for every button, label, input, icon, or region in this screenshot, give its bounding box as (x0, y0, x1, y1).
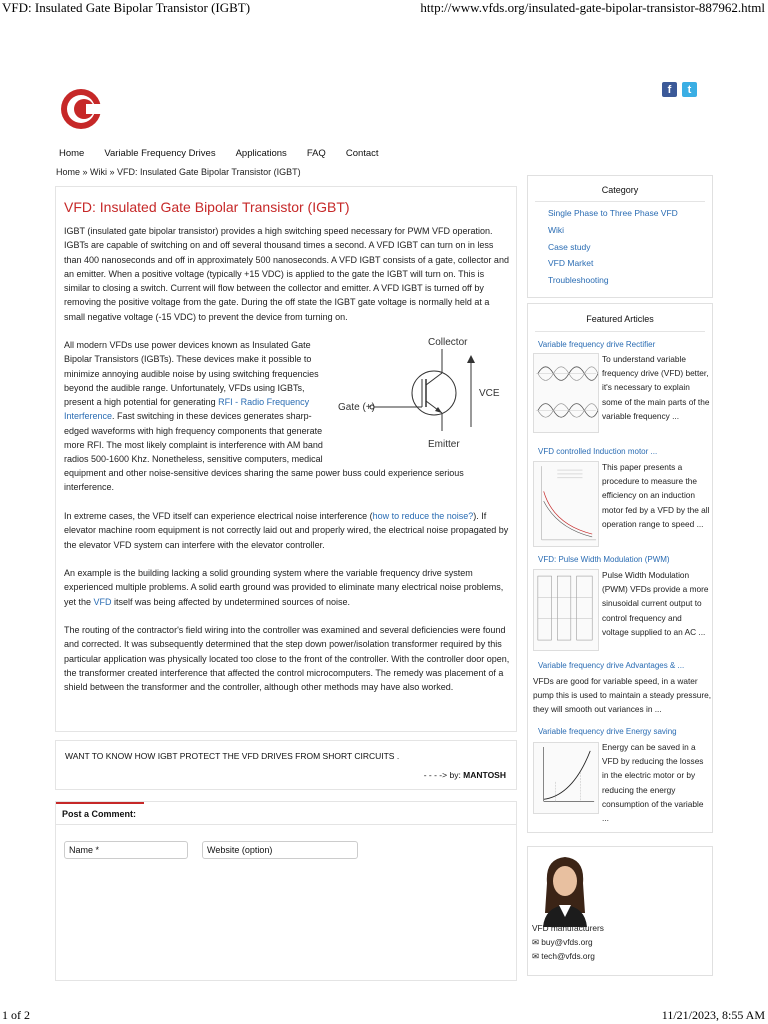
featured-title: Featured Articles (586, 314, 654, 324)
nav-applications[interactable]: Applications (235, 148, 287, 159)
print-header (0, 0, 768, 16)
nav-home[interactable]: Home (59, 148, 85, 159)
featured-article-title-3[interactable]: VFD: Pulse Width Modulation (PWM) (538, 555, 670, 564)
print-footer (0, 1008, 768, 1022)
twitter-icon[interactable]: t (682, 82, 697, 97)
rfi-link[interactable]: RFI - Radio Frequency Interference (64, 397, 310, 422)
print-page-number: 1 of 2 (2, 1008, 30, 1022)
article-panel (55, 186, 517, 732)
breadcrumb[interactable]: Home » Wiki » VFD: Insulated Gate Bipolar Transistor (IGBT) (56, 167, 301, 177)
social-links (662, 82, 697, 97)
article-paragraph-2: All modern VFDs use power devices known as Insulated Gate Bipolar Transistors (IGBTs). These devices make it possible to minimize annoying audible noise by using switching frequencies beyond the audible range. Unfortunately, VFDs using IGBTs, present a high potential for generating RFI - Radio Frequency Interference. Fast switching in these devices generates sharp-edged waveforms with high frequency components that generate more RFI. The most likely complaint is interference with AM band radios 500-1600 Khz. Nonetheless, sensitive computers, medical (64, 340, 323, 465)
print-datetime: 11/21/2023, 8:55 AM (661, 1008, 765, 1022)
mail-icon: ✉ (532, 951, 539, 961)
pwm-diagram-image[interactable] (533, 569, 599, 651)
figure-gate-label: Gate (+) (338, 402, 375, 413)
print-title: VFD: Insulated Gate Bipolar Transistor (IGBT) (2, 0, 251, 15)
nav-contact[interactable]: Contact (345, 148, 379, 159)
article-paragraph-1: IGBT (insulated gate bipolar transistor) provides a high switching speed necessary for PWM VFD operation. IGBTs are capable of switching on and off several thousand times a second. A VFD IGBT can turn on in less than 400 nanoseconds and off in approximately 500 nanoseconds. A VFD IGBT consists of a gate, collector and an emitter. When a positive voltage (typically +15 VDC) is applied to the gate the IGBT will turn on. This is similar to closing a switch. Current will flow between the collector and emitter. A VFD IGBT is turned off by removing the positive voltage from the gate. During the off state the IGBT gate voltage is normally held at a small negative voltage (-15 VDC) to prevent the device from turning on. (64, 226, 509, 322)
figure-vce-label: VCE (479, 388, 500, 399)
nav-faq[interactable]: FAQ (306, 148, 326, 159)
post-comment-form (55, 801, 517, 981)
contact-panel (527, 846, 713, 976)
featured-article-text-1: To understand variable frequency drive (VFD) better, it's necessary to explain some of the main parts of the variable frequency ... (602, 354, 710, 421)
vfd-link[interactable]: VFD (93, 596, 112, 607)
facebook-icon[interactable]: f (662, 82, 677, 97)
featured-article-text-4: VFDs are good for variable speed, in a water pump this is used to maintain a steady pressure, they will smooth out variances in ... (533, 676, 712, 715)
site-logo[interactable] (60, 88, 102, 130)
article-title: VFD: Insulated Gate Bipolar Transistor (IGBT) (64, 199, 350, 215)
igbt-symbol-diagram (338, 335, 513, 451)
category-title: Category (601, 185, 639, 195)
featured-article-title-2[interactable]: VFD controlled Induction motor ... (538, 447, 658, 456)
print-url: http://www.vfds.org/insulated-gate-bipolar-transistor-887962.html (420, 0, 765, 15)
category-panel (527, 175, 713, 298)
category-item[interactable]: Single Phase to Three Phase VFD (548, 208, 678, 218)
figure-collector-label: Collector (428, 337, 468, 348)
featured-article-title-4[interactable]: Variable frequency drive Advantages & ... (538, 661, 685, 670)
post-comment-heading: Post a Comment: (56, 802, 144, 824)
reduce-noise-link[interactable]: how to reduce the noise? (372, 511, 474, 521)
comment-text: WANT TO KNOW HOW IGBT PROTECT THE VFD DRIVES FROM SHORT CIRCUITS . (65, 751, 400, 761)
mail-icon: ✉ (532, 937, 539, 947)
featured-articles-panel (527, 303, 713, 833)
figure-emitter-label: Emitter (428, 439, 460, 450)
main-nav (59, 148, 379, 159)
comment-author: - - - -> by: MANTOSH (423, 770, 506, 780)
name-input[interactable]: Name * (64, 841, 188, 859)
featured-article-text-2: This paper presents a procedure to measure the efficiency on an induction motor fed by a VFD by the all operation range to speed ... (602, 462, 710, 529)
category-item[interactable]: Case study (548, 241, 591, 252)
article-paragraph-2-end: equipment and other noise-sensitive devices sharing the same power buss could experience serious interference. (64, 468, 464, 493)
energy-saving-curve-image[interactable] (533, 742, 599, 814)
article-paragraph-4: An example is the building lacking a solid grounding system where the variable frequency drive system experienced multiple problems. A solid earth ground was provided to eliminate many electrical noise problems, yet the VFD itself was being affected by undetermined sources of noise. (64, 568, 504, 607)
featured-article-text-5: Energy can be saved in a VFD by reducing the losses in the electric motor or by reducing the energy consumption of the variable ... (602, 742, 704, 824)
rectifier-waveform-image[interactable] (533, 353, 599, 433)
category-item[interactable]: Wiki (548, 224, 565, 235)
featured-article-title-5[interactable]: Variable frequency drive Energy saving (538, 727, 677, 736)
article-paragraph-3: In extreme cases, the VFD itself can experience electrical noise interference (how to reduce the noise?). If elevator machine room equipment is not correctly laid out and properly wired, the electrical noise propagated by the elevator VFD system can interfere with the elevator controller. (64, 511, 509, 550)
induction-motor-chart-image[interactable] (533, 461, 599, 547)
support-agent-avatar (535, 853, 595, 927)
contact-email-tech[interactable]: ✉ tech@vfds.org (532, 951, 595, 961)
nav-variable-frequency-drives[interactable]: Variable Frequency Drives (104, 148, 216, 159)
article-paragraph-5: The routing of the contractor's field wiring into the controller was examined and several deficiencies were found and corrected. It was subsequently determined that the step down power/isolation transformer required by this particular application was physically located too close to the front of the controller. With the controller door open, the transformer created interference that affected the control microcomputers. The remedy was placement of a shield between the transformer and the controller, although other methods may have also worked. (64, 625, 510, 693)
category-item[interactable]: VFD Market (548, 258, 594, 269)
featured-article-title-1[interactable]: Variable frequency drive Rectifier (538, 340, 656, 349)
contact-email-buy[interactable]: ✉ buy@vfds.org (532, 937, 593, 947)
website-input[interactable]: Website (option) (202, 841, 358, 859)
comment-box (55, 740, 517, 790)
contact-label: VFD manufacturers (532, 923, 604, 933)
featured-article-text-3: Pulse Width Modulation (PWM) VFDs provide a more sinusoidal current output to control frequency and voltage supplied to an AC ... (602, 570, 709, 637)
category-item[interactable]: Troubleshooting (548, 275, 609, 286)
